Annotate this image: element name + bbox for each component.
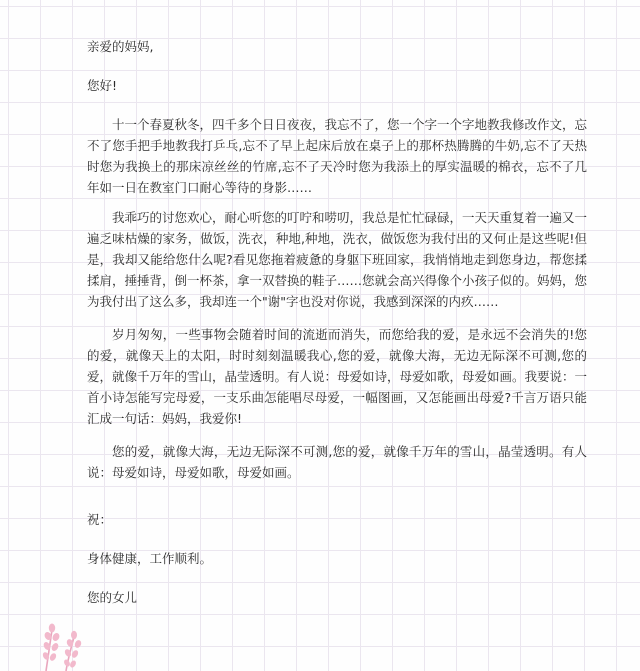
letter-signature: 您的女儿 (87, 590, 138, 605)
letter-paragraph-4: 您的爱，就像大海，无边无际深不可测,您的爱，就像千万年的雪山，晶莹透明。有人说：母爱如诗，母爱如歌，母爱如画。 (87, 444, 587, 480)
letter-paragraph-3: 岁月匆匆，一些事物会随着时间的流逝而消失，而您给我的爱，是永远不会消失的!您的爱，就像天上的太阳，时时刻刻温暖我心,您的爱，就像大海，无边无际深不可测,您的爱，就像千万年的雪山，晶莹透明。有人说：母爱如诗，母爱如歌，母爱如画。我要说：一首小诗怎能写完母爱，一支乐曲怎能唱尽母爱，一幅图画，又怎能画出母爱?千言万语只能汇成一句话：妈妈，我爱你! (87, 327, 588, 426)
letter-paragraph-2: 我乖巧的讨您欢心，耐心听您的叮咛和唠叨，我总是忙忙碌碌，一天天重复着一遍又一遍乏味枯燥的家务，做饭，洗衣，种地,种地，洗衣，做饭您为我付出的又何止是这些呢!但是，我却又能给您什么呢?看见您拖着疲惫的身躯下班回家，我悄悄地走到您身边，帮您揉揉肩，捶捶背，倒一杯茶，拿一双替换的鞋子……您就会高兴得像个小孩子似的。妈妈，您为我付出了这么多，我却连一个"谢"字也没对你说，我感到深深的内疚…… (87, 210, 588, 309)
pink-flower-branch-icon (28, 612, 98, 671)
letter-wish: 祝： (87, 512, 113, 527)
letter-greeting: 您好! (87, 78, 118, 93)
letter-wish-body: 身体健康，工作顺利。 (87, 551, 213, 566)
letter-paragraph-1: 十一个春夏秋冬，四千多个日日夜夜，我忘不了，您一个字一个字地教我修改作文，忘不了您手把手地教我打乒乓,忘不了早上起床后放在桌子上的那杯热腾腾的牛奶,忘不了天热时您为我换上的那床凉丝丝的竹席,忘不了天冷时您为我添上的厚实温暖的棉衣，忘不了几年如一日在教室门口耐心等待的身影…… (87, 117, 588, 195)
letter-salutation: 亲爱的妈妈, (87, 39, 154, 54)
